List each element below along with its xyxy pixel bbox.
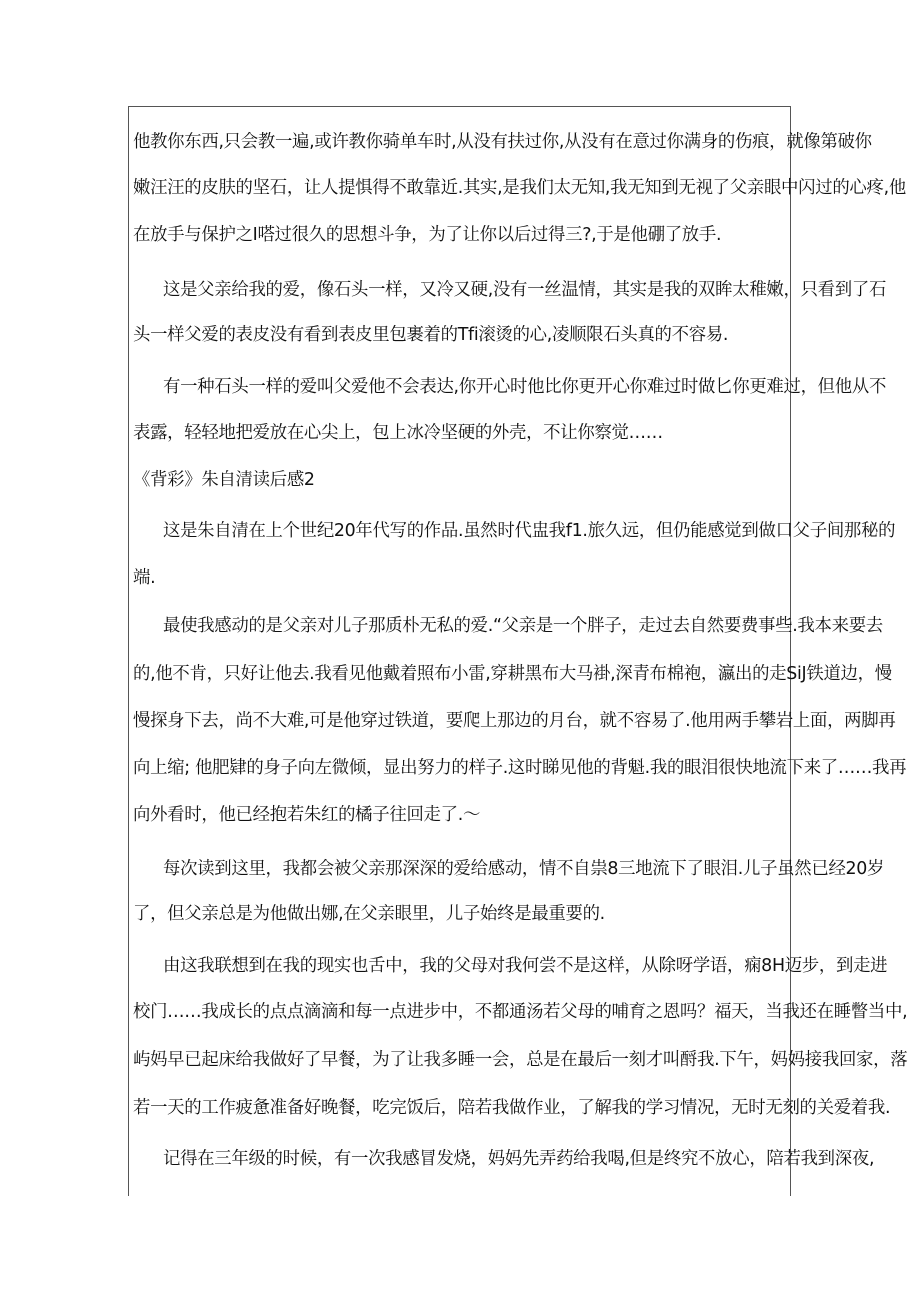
section-heading: 《背彩》朱自清读后感2 bbox=[133, 470, 315, 490]
document-frame bbox=[128, 106, 908, 1196]
paragraph-3-line-2: 表露，轻轻地把爱放在心尖上，包上冰冷坚硬的外壳，不让你察觉…… bbox=[133, 423, 663, 443]
paragraph-1-line-1: 他教你东西,只会教一遍,或许教你骑单车时,从没有扶过你,从没有在意过你满身的伤痕，就像第破你 bbox=[133, 132, 872, 152]
paragraph-7-line-1: 由这我联想到在我的现实也舌中，我的父母对我何尝不是这样，从除呀学语，痫8H迈步，到走进 bbox=[163, 956, 888, 976]
paragraph-5-line-3: 慢探身下去，尚不大难,可是他穿过铁道，要爬上那边的月台，就不容易了.他用两手攀岩上面，两脚再 bbox=[133, 711, 896, 731]
paragraph-6-line-1: 每次读到这里，我都会被父亲那深深的爱给感动，情不自祟8三地流下了眼泪.儿子虽然已经20岁 bbox=[163, 859, 885, 879]
paragraph-7-line-3: 屿妈早已起床给我做好了早餐，为了让我多睡一会，总是在最后一刻才叫酹我.下午，妈妈接我回家，落 bbox=[133, 1050, 908, 1070]
paragraph-4-line-2: 端. bbox=[133, 568, 156, 588]
paragraph-5-line-2: 的,他不肯，只好让他去.我看见他戴着照布小雷,穿耕黑布大马褂,深青布棉袍，瀛出的走SiJ铁道边，慢 bbox=[133, 664, 892, 684]
paragraph-2-line-1: 这是父亲给我的爱，像石头一样，又冷又硬,没有一丝温情，其实是我的双眸太稚嫩，只看到了石 bbox=[163, 280, 887, 300]
paragraph-2-line-2: 头一样父爱的表皮没有看到表皮里包裹着的Tfi滚烫的心,凌顺限石头真的不容易. bbox=[133, 325, 729, 345]
paragraph-7-line-2: 校门……我成长的点点滴滴和每一点进步中，不都通汤若父母的哺育之恩吗？福天，当我还在睡瞥当中, bbox=[133, 1002, 908, 1022]
paragraph-8-line-1: 记得在三年级的时候，有一次我感冒发烧，妈妈先弄药给我喝,但是终究不放心，陪若我到深夜, bbox=[163, 1149, 875, 1169]
paragraph-7-line-4: 若一天的工作疲惫准备好晚餐，吃完饭后，陪若我做作业，了解我的学习情况，无时无刻的关爱着我. bbox=[133, 1098, 891, 1118]
paragraph-3-line-1: 有一种石头一样的爱叫父爱他不会表达,你开心时他比你更开心你难过时做匕你更难过，但他从不 bbox=[163, 377, 887, 397]
paragraph-1-line-2: 嫩汪汪的皮肤的坚石，让人提惧得不敢靠近.其实,是我们太无知,我无知到无视了父亲眼中闪过的心疼,他 bbox=[133, 178, 906, 198]
paragraph-5-line-4: 向上缩; 他肥肄的身子向左微倾，显出努力的样子.这时睇见他的背魁.我的眼泪很快地流下来了……我再 bbox=[133, 758, 907, 778]
paragraph-6-line-2: 了，但父亲总是为他做出娜,在父亲眼里，儿子始终是最重要的. bbox=[133, 904, 605, 924]
paragraph-5-line-5: 向外看时，他已经抱若朱红的橘子往回走了.〜 bbox=[133, 805, 481, 825]
paragraph-4-line-1: 这是朱自清在上个世纪20年代写的作品.虽然时代盅我f1.旅久远，但仍能感觉到做口父子间那秘的 bbox=[163, 521, 896, 541]
paragraph-5-line-1: 最使我感动的是父亲对儿子那质朴无私的爱.“父亲是一个胖子，走过去自然要费事些.我本来要去 bbox=[163, 616, 883, 636]
paragraph-1-line-3: 在放手与保护之I嗒过很久的思想斗争，为了让你以后过得三?,于是他硼了放手. bbox=[133, 225, 722, 245]
